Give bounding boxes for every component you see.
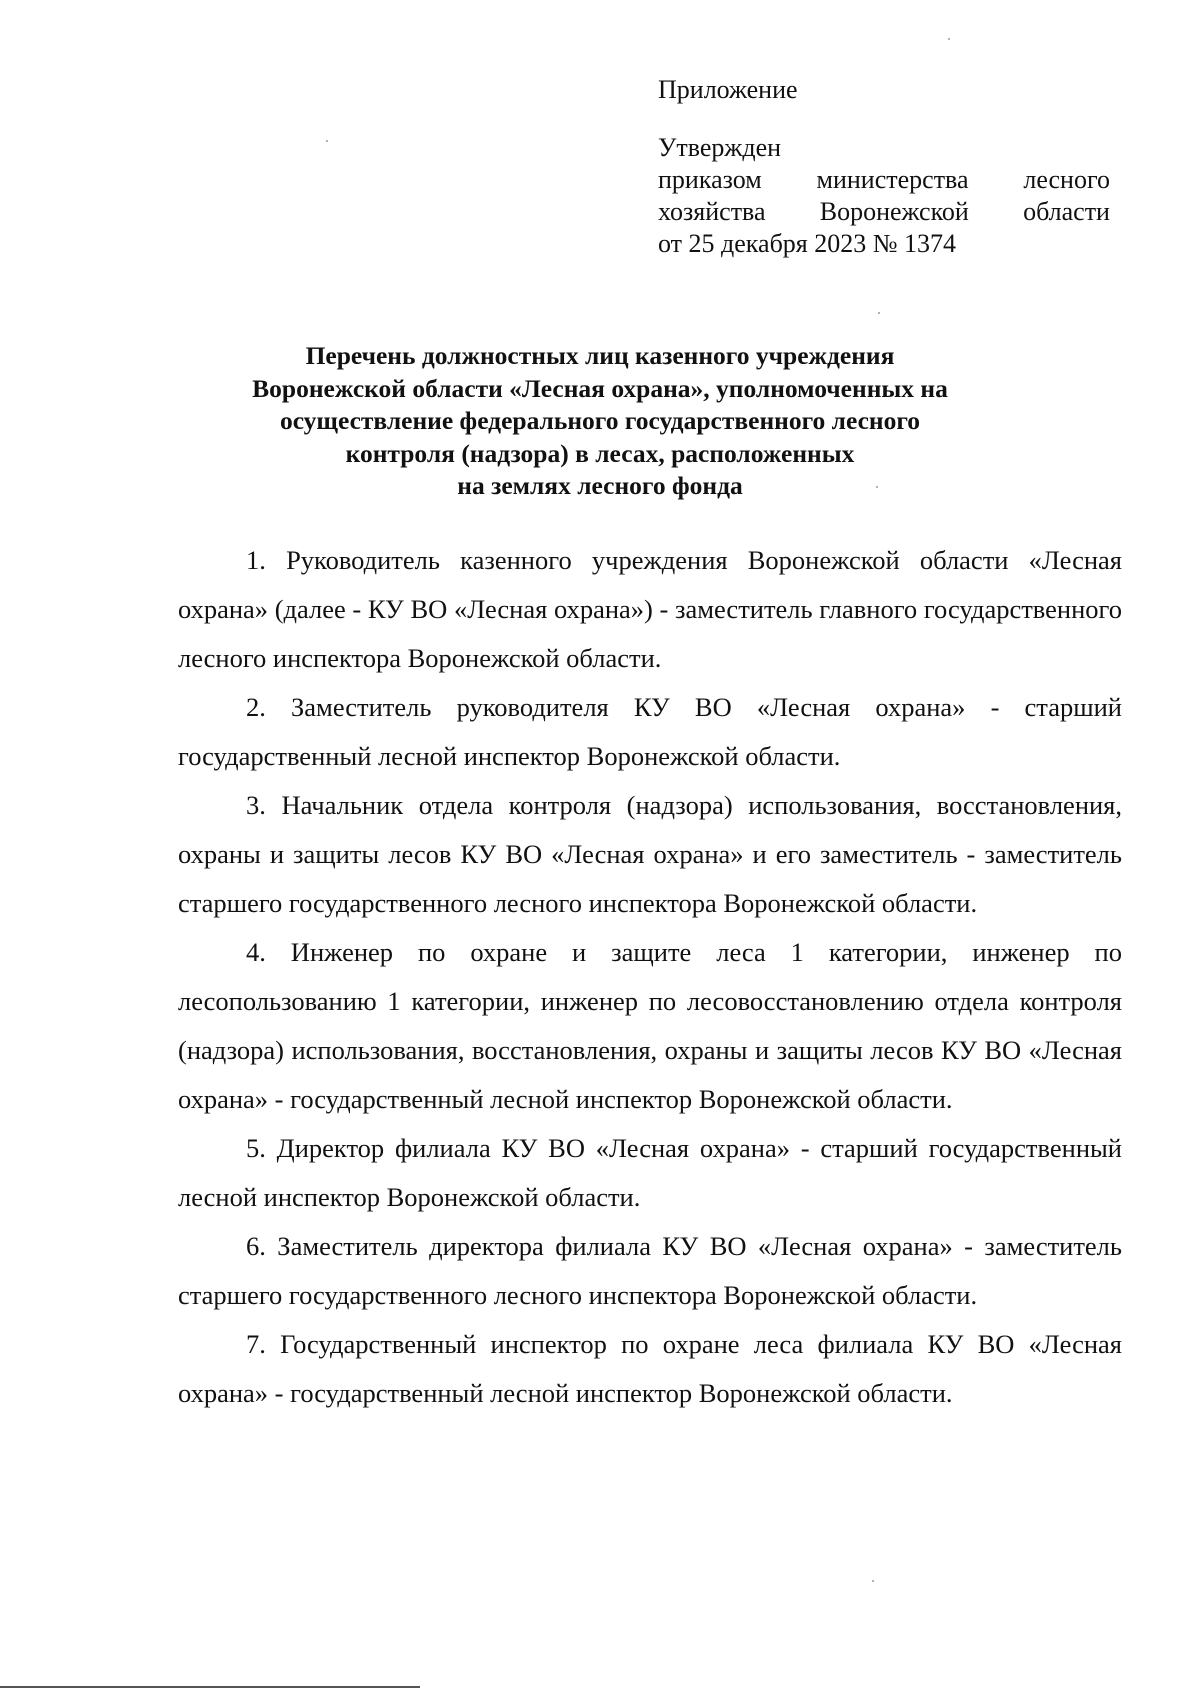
document-title xyxy=(160,340,1040,503)
list-item: 2. Заместитель руководителя КУ ВО «Лесная охрана» - старший государственный лесной инспектор Воронежской области. xyxy=(178,692,1122,771)
title-line: Воронежской области «Лесная охрана», уполномоченных на xyxy=(252,373,948,403)
approval-order-line xyxy=(658,164,1110,196)
positions-list xyxy=(178,536,1122,1418)
bottom-scan-edge xyxy=(0,1686,420,1688)
approval-ministry-line xyxy=(658,196,1110,228)
approval-date-number: от 25 декабря 2023 № 1374 xyxy=(658,229,957,258)
approved-label: Утвержден xyxy=(658,133,782,162)
approval-word: хозяйства xyxy=(658,197,766,226)
approval-word: приказом xyxy=(658,165,762,194)
list-item: 6. Заместитель директора филиала КУ ВО «Лесная охрана» - заместитель старшего государственного лесного инспектора Воронежской области. xyxy=(178,1231,1122,1310)
title-line: на землях лесного фонда xyxy=(457,471,743,500)
scan-speck xyxy=(948,38,950,40)
title-line: Перечень должностных лиц казенного учреждения xyxy=(305,341,895,370)
approval-word: министерства xyxy=(816,165,969,194)
approval-word: лесного xyxy=(1023,165,1110,194)
approval-block xyxy=(658,74,1110,260)
list-item: 3. Начальник отдела контроля (надзора) использования, восстановления, охраны и защиты лесов КУ ВО «Лесная охрана» и его заместитель - заместитель старшего государственного лесного инспектора Воронежской области. xyxy=(178,790,1122,918)
scan-speck xyxy=(876,486,878,488)
list-item: 1. Руководитель казенного учреждения Воронежской области «Лесная охрана» (далее - КУ ВО «Лесная охрана») - заместитель главного государственного лесного инспектора Воронежской области. xyxy=(178,545,1122,673)
scan-speck xyxy=(326,140,328,142)
list-item: 5. Директор филиала КУ ВО «Лесная охрана» - старший государственный лесной инспектор Воронежской области. xyxy=(178,1133,1122,1212)
annex-label: Приложение xyxy=(658,75,798,104)
list-item: 7. Государственный инспектор по охране леса филиала КУ ВО «Лесная охрана» - государственный лесной инспектор Воронежской области. xyxy=(178,1329,1122,1408)
approval-word: области xyxy=(1023,197,1110,226)
scan-speck xyxy=(872,1580,874,1582)
title-line: осуществление федерального государственного лесного xyxy=(279,406,921,435)
list-item: 4. Инженер по охране и защите леса 1 категории, инженер по лесопользованию 1 категории, инженер по лесовосстановлению отдела контроля (надзора) использования, восстановления, охраны и защиты лесов КУ ВО «Лесная охрана» - государственный лесной инспектор Воронежской области. xyxy=(178,937,1122,1114)
title-line: контроля (надзора) в лесах, расположенных xyxy=(345,438,855,468)
scan-speck xyxy=(878,312,880,314)
approval-word: Воронежской xyxy=(819,197,969,226)
